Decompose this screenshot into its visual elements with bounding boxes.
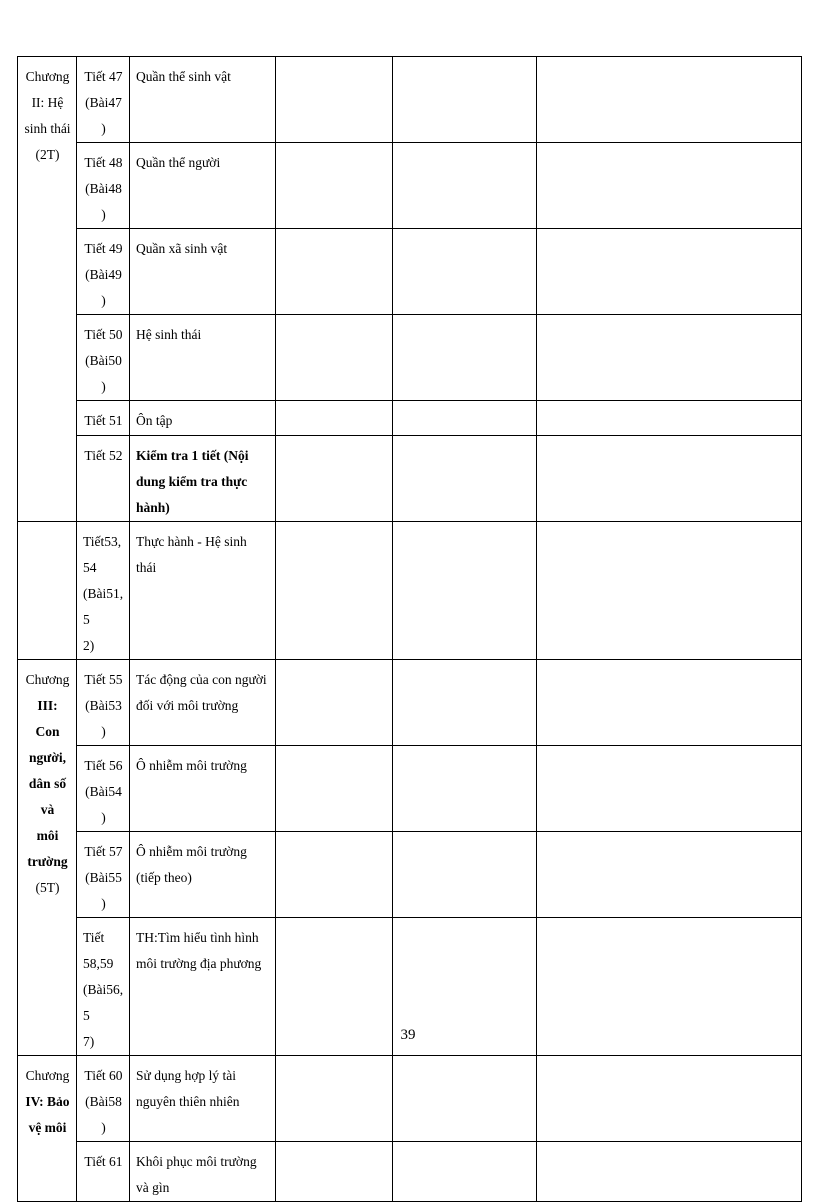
empty-cell (276, 746, 393, 832)
empty-cell (393, 1056, 537, 1142)
empty-cell (276, 436, 393, 522)
table-row (18, 1142, 802, 1202)
empty-cell (537, 436, 802, 522)
lesson-cell: Tiết 50 (Bài50) (77, 315, 130, 401)
table-row (18, 832, 802, 918)
table-row (18, 1056, 802, 1142)
empty-cell (393, 57, 537, 143)
empty-cell (393, 832, 537, 918)
empty-cell (393, 229, 537, 315)
empty-cell (537, 401, 802, 436)
topic-cell: TH:Tìm hiểu tình hình môi trường địa phương (130, 918, 276, 1056)
empty-cell (537, 229, 802, 315)
table-row (18, 436, 802, 522)
lesson-cell: Tiết 56 (Bài54) (77, 746, 130, 832)
empty-cell (393, 436, 537, 522)
empty-cell (393, 660, 537, 746)
empty-cell (393, 522, 537, 660)
topic-cell: Hệ sinh thái (130, 315, 276, 401)
page-number: 39 (400, 1027, 416, 1043)
empty-cell (537, 57, 802, 143)
empty-cell (537, 832, 802, 918)
empty-cell (276, 1142, 393, 1202)
empty-cell (393, 746, 537, 832)
topic-cell: Sử dụng hợp lý tài nguyên thiên nhiên (130, 1056, 276, 1142)
empty-cell (393, 401, 537, 436)
table-row (18, 229, 802, 315)
table-row (18, 522, 802, 660)
empty-cell (276, 143, 393, 229)
topic-cell: Tác động của con người đối với môi trường (130, 660, 276, 746)
chapter-cell-3: Chương III: Con người, dân số và môi trường (5T) (18, 660, 77, 1056)
lesson-cell: Tiết 55 (Bài53) (77, 660, 130, 746)
lesson-cell: Tiết 57 (Bài55) (77, 832, 130, 918)
empty-cell (537, 143, 802, 229)
topic-cell: Quần xã sinh vật (130, 229, 276, 315)
lesson-cell: Tiết 48 (Bài48) (77, 143, 130, 229)
lesson-cell: Tiết 58,59 (Bài56,5 7) (77, 918, 130, 1056)
topic-cell: Ô nhiễm môi trường (130, 746, 276, 832)
empty-cell (276, 832, 393, 918)
empty-cell (393, 1142, 537, 1202)
empty-cell (537, 1142, 802, 1202)
lesson-cell: Tiết 60 (Bài58) (77, 1056, 130, 1142)
empty-cell (537, 746, 802, 832)
topic-cell: Thực hành - Hệ sinh thái (130, 522, 276, 660)
empty-cell (276, 1056, 393, 1142)
table-row (18, 143, 802, 229)
chapter-cell-2: Chương II: Hệ sinh thái (2T) (18, 57, 77, 522)
lesson-cell: Tiết 47 (Bài47) (77, 57, 130, 143)
empty-cell (537, 522, 802, 660)
empty-cell (276, 401, 393, 436)
lesson-cell: Tiết53, 54 (Bài51,5 2) (77, 522, 130, 660)
topic-cell: Khôi phục môi trường và gìn (130, 1142, 276, 1202)
topic-cell: Quần thể người (130, 143, 276, 229)
empty-cell (537, 660, 802, 746)
table-row (18, 57, 802, 143)
empty-cell (276, 57, 393, 143)
empty-cell (393, 143, 537, 229)
empty-cell (276, 522, 393, 660)
table-row (18, 660, 802, 746)
empty-cell (276, 315, 393, 401)
empty-cell (276, 229, 393, 315)
table-row (18, 401, 802, 436)
lesson-cell: Tiết 51 (77, 401, 130, 436)
topic-cell: Ôn tập (130, 401, 276, 436)
empty-cell (393, 315, 537, 401)
topic-cell: Ô nhiễm môi trường (tiếp theo) (130, 832, 276, 918)
empty-chapter-cell (18, 522, 77, 660)
lesson-cell: Tiết 61 (77, 1142, 130, 1202)
topic-cell: Quần thể sinh vật (130, 57, 276, 143)
table-row (18, 746, 802, 832)
lesson-cell: Tiết 49 (Bài49) (77, 229, 130, 315)
empty-cell (537, 315, 802, 401)
topic-cell: Kiểm tra 1 tiết (Nội dung kiểm tra thực hành) (130, 436, 276, 522)
table-row (18, 315, 802, 401)
lesson-cell: Tiết 52 (77, 436, 130, 522)
empty-cell (537, 1056, 802, 1142)
empty-cell (276, 660, 393, 746)
chapter-cell-4: Chương IV: Bảo vệ môi (18, 1056, 77, 1202)
